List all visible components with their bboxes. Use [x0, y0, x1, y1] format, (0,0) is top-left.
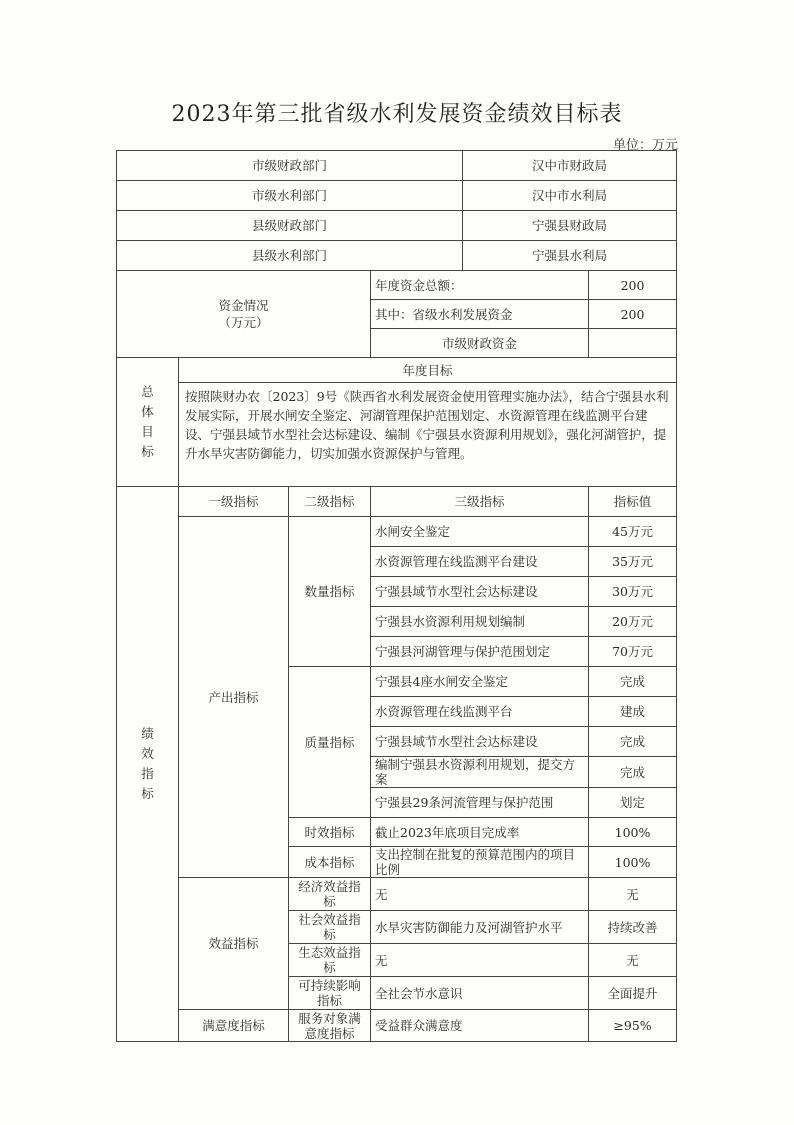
department-label: 县级水利部门 — [117, 241, 463, 271]
benefit-label: 效益指标 — [179, 878, 289, 1010]
table-row — [117, 517, 677, 547]
department-value: 宁强县水利局 — [463, 241, 677, 271]
indicator-name: 编制宁强县水资源利用规划，提交方案 — [371, 757, 589, 788]
goal-text: 按照陕财办农〔2023〕9号《陕西省水利发展资金使用管理实施办法》，结合宁强县水利发展实际，开展水闸安全鉴定、河湖管理保护范围划定、水资源管理在线监测平台建设、宁强县域节水型社会达标建设、编制《宁强县水资源利用规划》，强化河湖管护，提升水旱灾害防御能力，切实加强水资源保护与管理。 — [179, 383, 677, 487]
indicator-name: 无 — [371, 944, 589, 977]
indicator-name: 宁强县河湖管理与保护范围划定 — [371, 637, 589, 667]
indicator-value: 35万元 — [589, 547, 677, 577]
indicator-name: 宁强县域节水型社会达标建设 — [371, 577, 589, 607]
goal-header-row — [117, 358, 677, 383]
benefit-sub-label: 可持续影响指标 — [289, 977, 371, 1010]
department-row — [117, 151, 677, 181]
department-label: 县级财政部门 — [117, 211, 463, 241]
header-level1: 一级指标 — [179, 487, 289, 517]
indicator-name: 宁强县4座水闸安全鉴定 — [371, 667, 589, 697]
indicator-value: 45万元 — [589, 517, 677, 547]
indicator-value: 100% — [589, 818, 677, 847]
funds-total-row — [117, 271, 677, 300]
funds-total-value: 200 — [589, 271, 677, 300]
indicator-value: 建成 — [589, 697, 677, 727]
indicator-name: 水资源管理在线监测平台建设 — [371, 547, 589, 577]
goal-label: 总体目标 — [117, 358, 179, 487]
funds-total-label: 年度资金总额： — [371, 271, 589, 300]
benefit-sub-label: 社会效益指标 — [289, 911, 371, 944]
indicator-value: 完成 — [589, 757, 677, 788]
indicator-value: 30万元 — [589, 577, 677, 607]
indicator-name: 水资源管理在线监测平台 — [371, 697, 589, 727]
department-value: 宁强县财政局 — [463, 211, 677, 241]
indicator-value: 完成 — [589, 667, 677, 697]
indicator-name: 宁强县水资源利用规划编制 — [371, 607, 589, 637]
indicator-name: 受益群众满意度 — [371, 1010, 589, 1042]
goal-text-row — [117, 383, 677, 487]
output-label: 产出指标 — [179, 517, 289, 878]
table-row — [117, 1010, 677, 1042]
header-value: 指标值 — [589, 487, 677, 517]
indicator-value: 无 — [589, 878, 677, 911]
indicator-value: 20万元 — [589, 607, 677, 637]
header-level2: 二级指标 — [289, 487, 371, 517]
quantity-label: 数量指标 — [289, 517, 371, 667]
indicators-label: 绩效指标 — [117, 487, 179, 1042]
indicator-name: 宁强县29条河流管理与保护范围 — [371, 788, 589, 818]
indicator-value: 70万元 — [589, 637, 677, 667]
cost-label: 成本指标 — [289, 847, 371, 878]
goal-header: 年度目标 — [179, 358, 677, 383]
department-label: 市级财政部门 — [117, 151, 463, 181]
funds-provincial-value: 200 — [589, 300, 677, 329]
department-row — [117, 211, 677, 241]
performance-target-table — [116, 150, 677, 1042]
indicator-value: ≥95% — [589, 1010, 677, 1042]
benefit-sub-label: 生态效益指标 — [289, 944, 371, 977]
indicator-value: 100% — [589, 847, 677, 878]
indicator-header-row — [117, 487, 677, 517]
indicator-value: 划定 — [589, 788, 677, 818]
indicator-value: 全面提升 — [589, 977, 677, 1010]
satisfaction-label: 满意度指标 — [179, 1010, 289, 1042]
indicator-value: 完成 — [589, 727, 677, 757]
quality-label: 质量指标 — [289, 667, 371, 818]
funds-label: 资金情况（万元） — [117, 271, 371, 358]
indicator-value: 无 — [589, 944, 677, 977]
funds-provincial-label: 其中：省级水利发展资金 — [371, 300, 589, 329]
indicator-name: 水闸安全鉴定 — [371, 517, 589, 547]
page-title: 2023年第三批省级水利发展资金绩效目标表 — [171, 102, 623, 127]
department-row — [117, 241, 677, 271]
benefit-sub-label: 经济效益指标 — [289, 878, 371, 911]
funds-city-label: 市级财政资金 — [371, 329, 589, 358]
timeliness-label: 时效指标 — [289, 818, 371, 847]
department-value: 汉中市财政局 — [463, 151, 677, 181]
department-row — [117, 181, 677, 211]
table-row — [117, 878, 677, 911]
indicator-value: 持续改善 — [589, 911, 677, 944]
indicator-name: 宁强县域节水型社会达标建设 — [371, 727, 589, 757]
indicator-name: 全社会节水意识 — [371, 977, 589, 1010]
funds-city-value — [589, 329, 677, 358]
header-level3: 三级指标 — [371, 487, 589, 517]
unit-label: 单位：万元 — [612, 138, 678, 153]
indicator-name: 无 — [371, 878, 589, 911]
indicator-name: 截止2023年底项目完成率 — [371, 818, 589, 847]
indicator-name: 支出控制在批复的预算范围内的项目比例 — [371, 847, 589, 878]
department-label: 市级水利部门 — [117, 181, 463, 211]
indicator-name: 水旱灾害防御能力及河湖管护水平 — [371, 911, 589, 944]
department-value: 汉中市水利局 — [463, 181, 677, 211]
satisfaction-sub-label: 服务对象满意度指标 — [289, 1010, 371, 1042]
